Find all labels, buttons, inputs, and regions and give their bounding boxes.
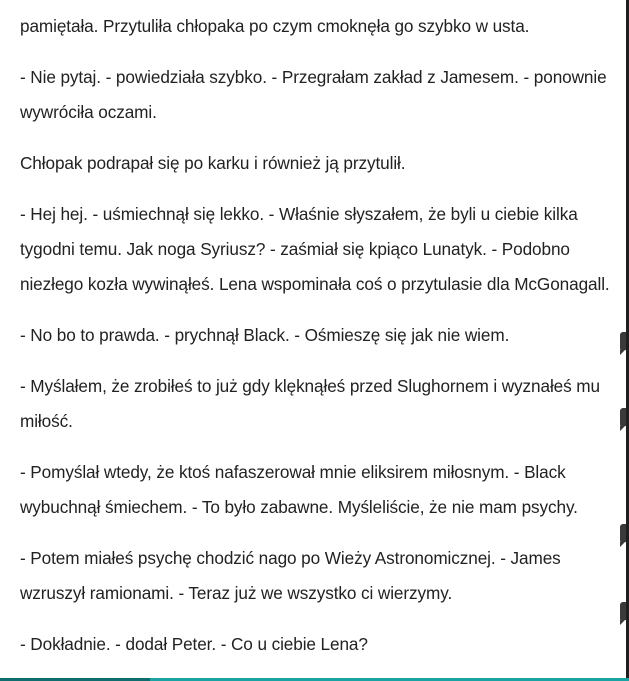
paragraph: - Potem miałeś psychę chodzić nago po Wieży Astronomicznej. - James wzruszył ramionami. - Teraz już we wszystko ci wierzymy. (20, 548, 561, 603)
paragraph: - Hej hej. - uśmiechnął się lekko. - Właśnie słyszałem, że byli u ciebie kilka tygodni temu. Jak noga Syriusz? - zaśmiał się kpiąco Lunatyk. - Podobno niezłego kozła wywinąłeś. Lena wspominała coś o przytulasie dla McGonagall. (20, 204, 610, 294)
paragraph: - Myślałem, że zrobiłeś to już gdy klęknąłeś przed Slughornem i wyznałeś mu miłość. (20, 376, 600, 431)
paragraph: - Dokładnie. - dodał Peter. - Co u ciebie Lena? (20, 634, 368, 654)
paragraph: - No bo to prawda. - prychnął Black. - Ośmieszę się jak nie wiem. (20, 325, 510, 345)
paragraph: pamiętała. Przytuliła chłopaka po czym cmoknęła go szybko w usta. (20, 16, 530, 36)
paragraph: - Nie pytaj. - powiedziała szybko. - Przegrałam zakład z Jamesem. - ponownie wywróciła oczami. (20, 67, 607, 122)
story-text (20, 9, 616, 678)
paragraph: - Pomyślał wtedy, że ktoś nafaszerował mnie eliksirem miłosnym. - Black wybuchnął śmiechem. - To było zabawne. Myśleliście, że nie mam psychy. (20, 462, 578, 517)
paragraph: Chłopak podrapał się po karku i również ją przytulił. (20, 153, 406, 173)
